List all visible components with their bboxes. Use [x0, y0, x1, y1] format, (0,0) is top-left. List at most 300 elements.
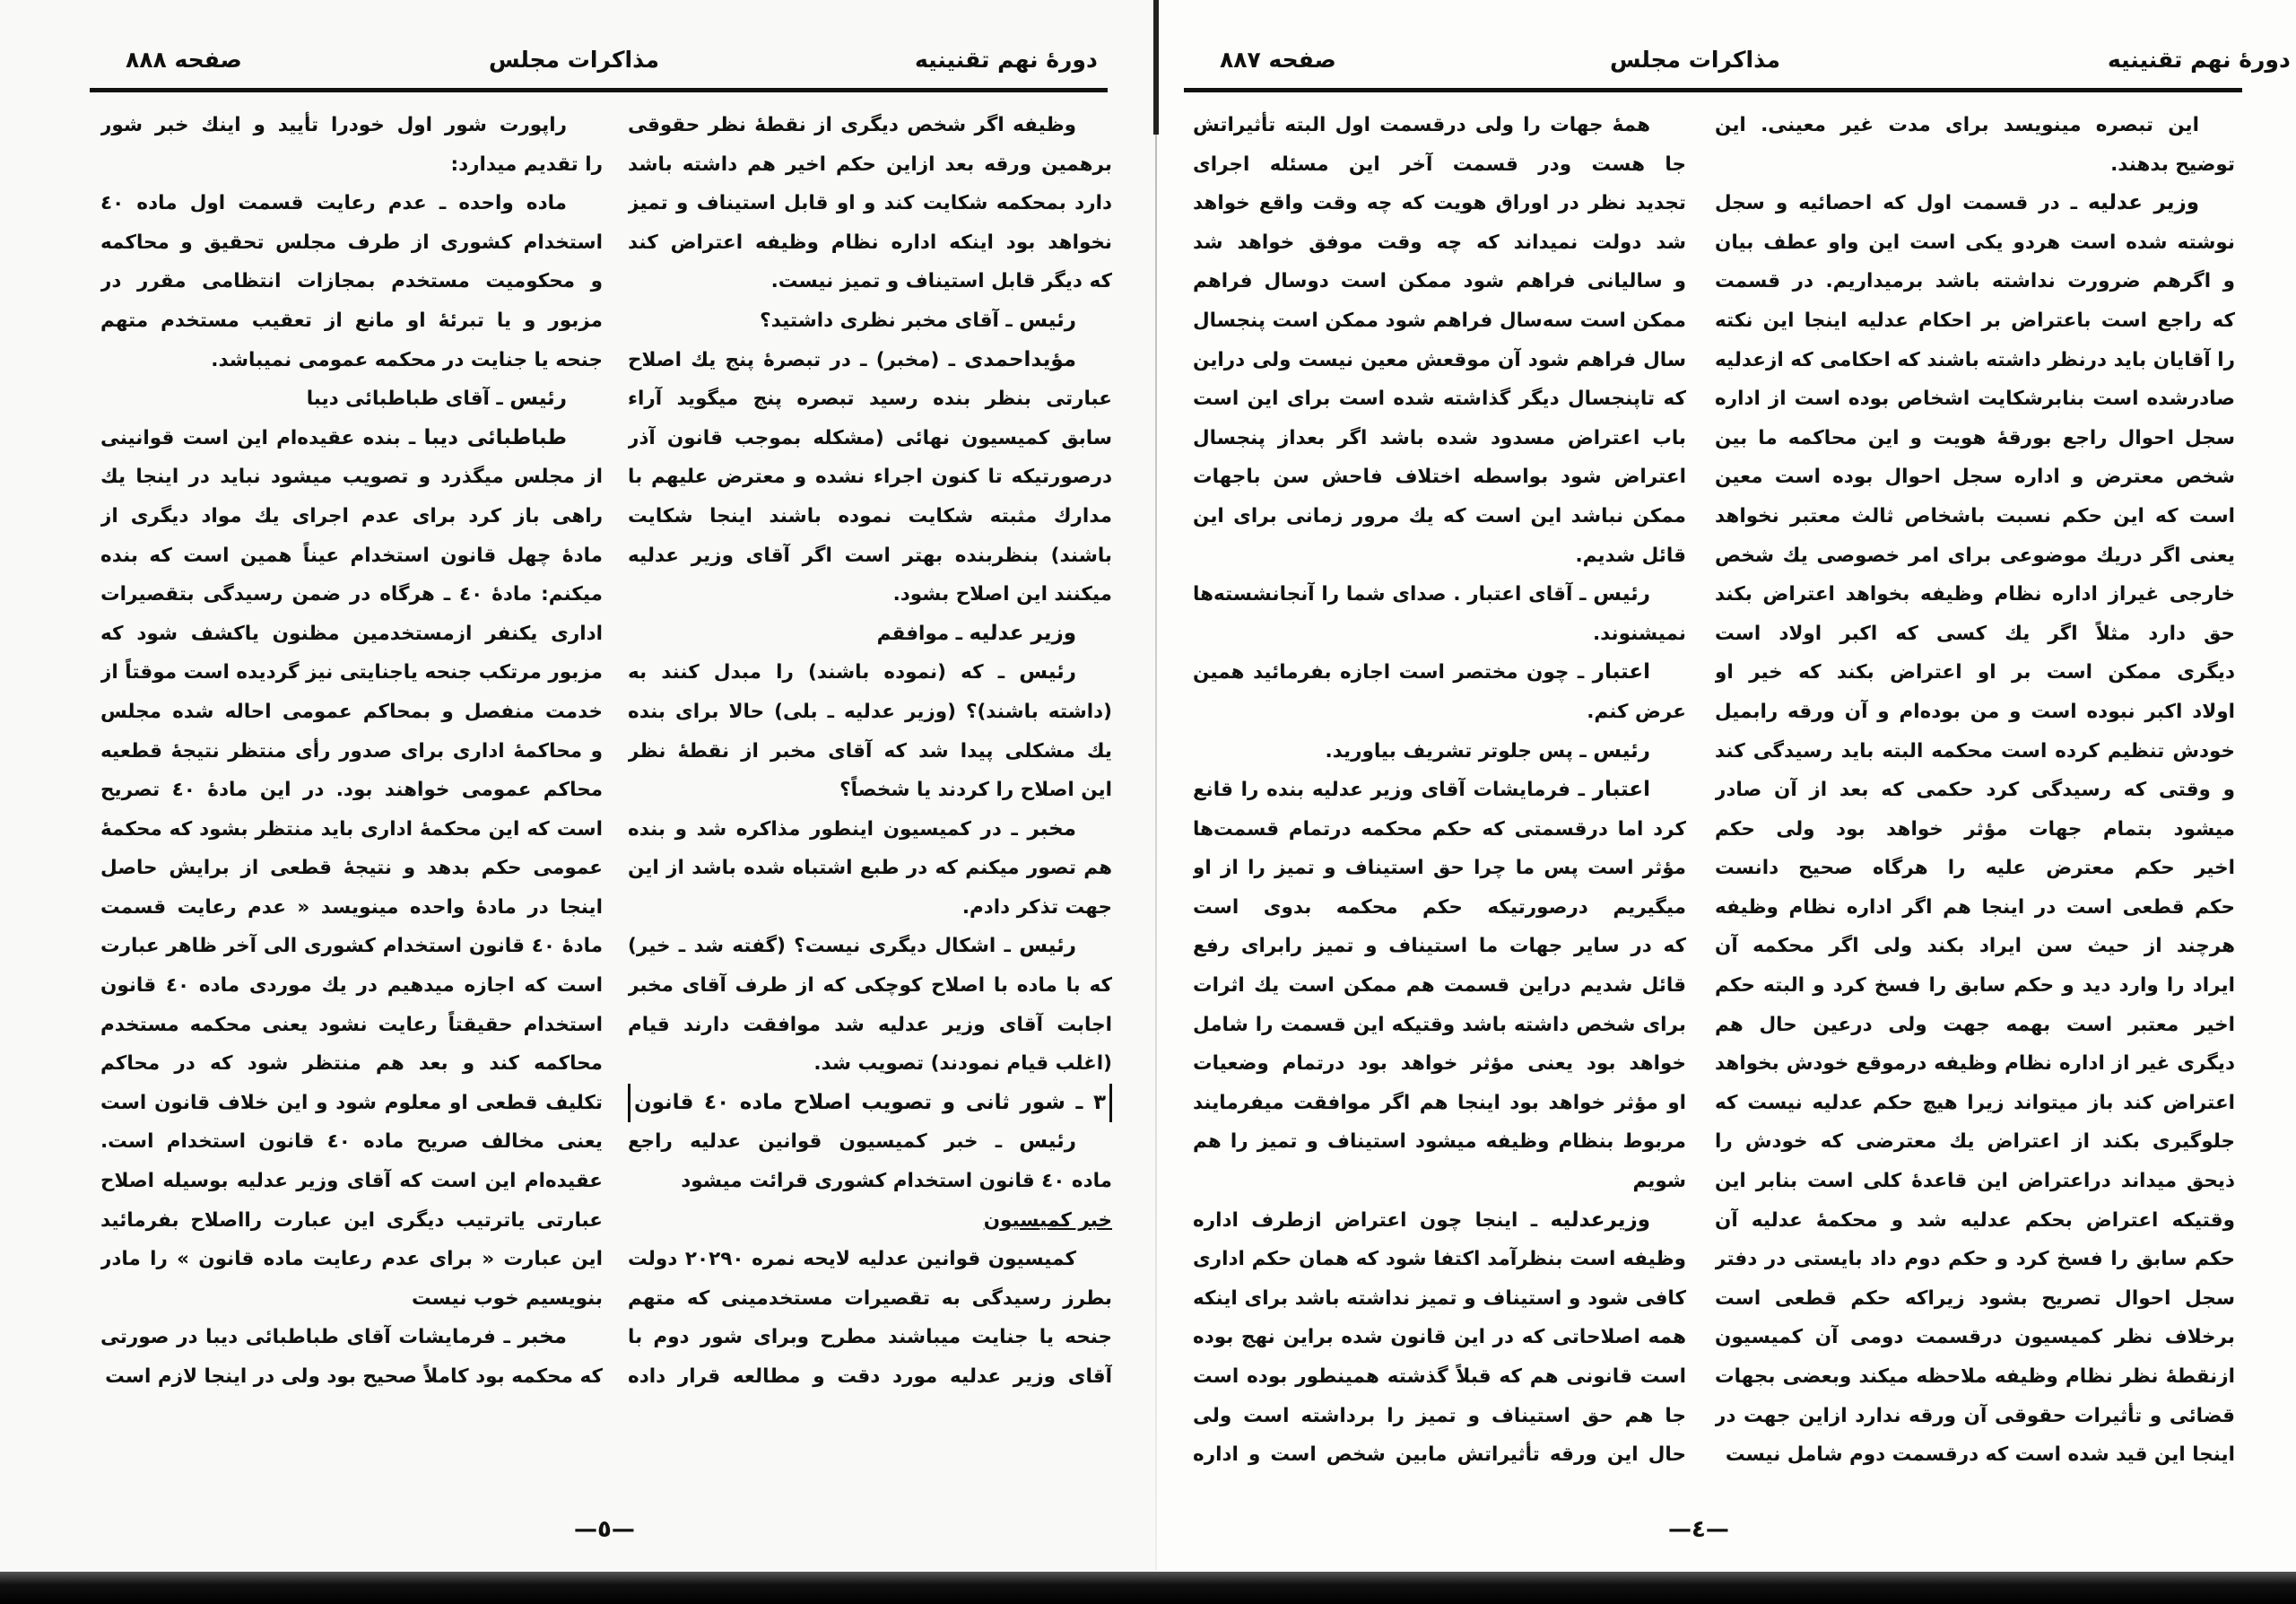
- speech-paragraph: [100, 1318, 603, 1396]
- speech-paragraph: [1193, 732, 1686, 771]
- header-rule: [90, 88, 1108, 92]
- text-line: [100, 341, 603, 380]
- line-text: ـ پس جلوتر تشریف بیاورید.: [1325, 739, 1594, 763]
- line-text: برای شخص داشته باشد وقتیکه این قسمت را شامل: [1193, 1013, 1686, 1036]
- line-text: حال این ورقه تأثیراتش مابین شخص است و اداره: [1193, 1443, 1686, 1467]
- line-text: حکم سابق را فسخ کرد و حکم دوم داد بایستی در دفتر: [1715, 1248, 2235, 1271]
- speaker-name: وزیر عدلیه: [2088, 191, 2199, 215]
- line-text: سجل احوال راجع بورقهٔ هویت و این محاکمه ما بین: [1715, 426, 2235, 449]
- text-line: [1193, 849, 1686, 888]
- line-text: مؤثر است پس ما چرا حق استیناف و تمیز را از او: [1193, 857, 1686, 880]
- line-text: استخدام حقیقتاً رعایت نشود یعنی محکمه مستخدم: [100, 1013, 603, 1036]
- line-text: این اصلاح را کردند یا شخصاً؟: [839, 779, 1112, 802]
- text-line: [1715, 262, 2235, 301]
- paragraph: [100, 106, 603, 184]
- text-line: [628, 301, 1112, 341]
- text-line: [1715, 966, 2235, 1006]
- text-line: [1193, 106, 1686, 145]
- line-text: اخیر معتبر است بهمه جهت ولی درعین حال هم: [1715, 1013, 2235, 1036]
- line-text: یك مشکلی پیدا شد که آقای مخبر از نقطهٔ نظر: [628, 739, 1112, 763]
- line-text: نخواهد بود اینکه اداره نظام وظیفه اعتراض کند: [628, 231, 1112, 254]
- line-text: مزبور مرتکب جنحه یاجنایتی نیز گردیده است موقتاً از: [100, 661, 603, 684]
- line-text: راپورت شور اول خودرا تأیید و اینك خبر شور: [100, 114, 567, 136]
- line-text: برخلاف نظر کمیسیون درقسمت دومی آن کمیسیون: [1715, 1326, 2235, 1349]
- line-text: صادرشده است بنابرشکایت اشخاص بوده است از اداره: [1715, 388, 2235, 411]
- line-text: ـ که (نموده باشند) را مبدل کنند به: [628, 661, 1020, 684]
- text-line: [628, 693, 1112, 732]
- text-line: [1715, 1162, 2235, 1201]
- line-text: است که اجازه میدهیم در یك موردی ماده ٤٠ قانون: [100, 974, 603, 998]
- text-line: [1193, 575, 1686, 615]
- line-text: میشود بتمام جهات مؤثر خواهد بود ولی حکم: [1715, 817, 2235, 841]
- text-line: [1715, 1435, 2235, 1475]
- text-line: [628, 927, 1112, 966]
- text-line: [628, 536, 1112, 576]
- text-line: [628, 1318, 1112, 1357]
- text-line: [628, 575, 1112, 615]
- speech-paragraph: [628, 1122, 1112, 1200]
- page-label: صفحه ۸۸۸: [126, 47, 242, 73]
- text-line: [1715, 1201, 2235, 1241]
- line-text: ـ چون مختصر است اجازه بفرمائید همین: [1193, 661, 1585, 684]
- line-text: راهی باز کرد برای عدم اجرای یك مواد دیگری از: [100, 504, 603, 527]
- text-line: [1193, 419, 1686, 458]
- line-text: اینجا این قید شده است که درقسمت دوم شامل نیست: [1725, 1443, 2235, 1467]
- paragraph: [628, 1201, 1112, 1241]
- speaker-name: رئیس: [1593, 582, 1650, 606]
- text-line: [1193, 1318, 1686, 1357]
- text-line: [100, 1162, 603, 1201]
- line-text: که تاپنجسال دیگر گذاشته شده است برای این است: [1193, 388, 1686, 411]
- line-text: باب اعتراض مسدود شده باشد اگر بعداز پنجسال: [1193, 426, 1686, 449]
- line-text: سابق کمیسیون نهائی (مشکله بموجب قانون آذر: [628, 426, 1112, 449]
- line-text: مادهٔ ٤٠ قانون استخدام کشوری الی آخر ظاهر عبارت: [100, 935, 603, 958]
- text-line: [628, 888, 1112, 928]
- text-line: [1193, 1006, 1686, 1045]
- text-line: [1193, 458, 1686, 497]
- line-text: تجدید نظر در اوراق هویت که چه وقت واقع خواهد: [1193, 192, 1686, 215]
- text-line: [1715, 927, 2235, 966]
- line-text: یعنی مخالف صریح ماده ٤٠ قانون استخدام است.: [100, 1130, 603, 1154]
- text-line: [100, 927, 603, 966]
- line-text: (داشته باشند)؟ (وزیر عدلیه ـ بلی) حالا برای بنده: [628, 700, 1112, 723]
- line-text: ماده ٤٠ قانون استخدام کشوری قرائت میشود: [681, 1170, 1112, 1193]
- line-text: ـ بنده عقیده‌ام این است قوانینی: [100, 426, 416, 449]
- line-text: خبر کمیسیون: [983, 1208, 1112, 1232]
- line-text: مربوط بنظام وظیفه میشود استیناف و تمیز را هم: [1193, 1130, 1686, 1154]
- page-887: [1157, 0, 2296, 1604]
- line-text: ٣ ـ شور ثانی و تصویب اصلاح ماده ٤٠ قانون: [634, 1090, 1106, 1114]
- line-text: و سالیانی فراهم شود ممکن است دوسال فراهم: [1193, 270, 1686, 293]
- line-text: دیگری غیر از اداره نظام وظیفه درموقع خودش بخواهد: [1715, 1052, 2235, 1076]
- text-line: [100, 1318, 603, 1357]
- text-line: [100, 732, 603, 771]
- line-text: خارجی غیراز اداره نظام وظیفه بخواهد اعتراض بکند: [1715, 583, 2235, 606]
- line-text: را آقایان باید درنظر داشته باشند که احکامی که ازعدلیه: [1715, 348, 2235, 371]
- text-line: [1193, 1201, 1686, 1241]
- text-line: [1715, 184, 2235, 223]
- text-line: [628, 1279, 1112, 1319]
- speaker-name: مؤیداحمدی: [964, 347, 1076, 371]
- line-text: ذیحق میداند دراعتراض این قاعدهٔ کلی است بنابر این: [1715, 1170, 2235, 1193]
- line-text: بنویسیم خوب نیست: [412, 1286, 603, 1310]
- text-line: [1715, 1397, 2235, 1436]
- line-text: کمیسیون قوانین عدلیه لایحه نمره ٢٠٢٩٠ دولت: [628, 1248, 1076, 1271]
- text-line: [1193, 145, 1686, 185]
- line-text: اجابت آقای وزیر عدلیه شد موافقت دارند قیام: [628, 1013, 1112, 1036]
- text-line: [1715, 1122, 2235, 1162]
- speech-paragraph: [1193, 1201, 1686, 1475]
- text-line: [1715, 458, 2235, 497]
- line-text: اینجا در مادهٔ واحده مینویسد « عدم رعایت قسمت: [100, 895, 603, 919]
- line-text: را تقدیم میدارد:: [450, 153, 603, 176]
- text-line: [1715, 223, 2235, 263]
- speech-paragraph: [100, 379, 603, 419]
- line-text: قائل شدیم دراین قسمت هم ممکن است یك اثرات: [1193, 974, 1686, 998]
- line-text: (اغلب قیام نمودند) تصویب شد.: [813, 1052, 1112, 1076]
- text-line: [1193, 341, 1686, 380]
- speech-paragraph: [628, 301, 1112, 341]
- page-number: —٤—: [1668, 1516, 1729, 1543]
- text-line: [628, 810, 1112, 850]
- speech-paragraph: [628, 341, 1112, 615]
- line-text: او مؤثر خواهد بود اینجا هم اگر موافقت میفرمایند: [1193, 1091, 1686, 1114]
- text-line: [1715, 615, 2235, 654]
- text-line: [1193, 810, 1686, 850]
- line-text: خودش تنظیم کرده است محکمه البته باید رسیدگی کند: [1715, 739, 2235, 763]
- text-line: [1715, 301, 2235, 341]
- line-text: میکنم: مادهٔ ٤٠ ـ هرگاه در ضمن رسیدگی بتقصیرات: [100, 583, 603, 606]
- line-text: اعتراض کند باز میتواند زیرا هیچ حکم عدلیه نیست که: [1715, 1091, 2235, 1114]
- text-line: [1193, 1279, 1686, 1319]
- text-line: [1193, 184, 1686, 223]
- text-line: [1193, 223, 1686, 263]
- text-line: [1193, 1122, 1686, 1162]
- text-line: [100, 301, 603, 341]
- running-title: مذاکرات مجلس: [489, 47, 660, 73]
- text-line: [100, 1084, 603, 1123]
- paragraph: [628, 1240, 1112, 1396]
- line-text: ماده واحده ـ عدم رعایت قسمت اول ماده ٤٠: [100, 192, 567, 215]
- text-column-left: [100, 106, 603, 1397]
- line-text: یعنی اگر دریك موضوعی برای امر خصوصی یك شخص: [1715, 544, 2235, 567]
- line-text: این عبارت « برای عدم رعایت ماده قانون » را مادر: [100, 1248, 603, 1271]
- text-line: [1715, 1357, 2235, 1397]
- text-line: [100, 458, 603, 497]
- line-text: ـ خبر کمیسیون قوانین عدلیه راجع: [628, 1130, 1003, 1154]
- line-text: درصورتیکه تا کنون اجراء نشده و معترض علیهم با: [628, 466, 1112, 489]
- text-line: [1193, 1397, 1686, 1436]
- text-line: [100, 849, 603, 888]
- line-text: که دیگر قابل استیناف و تمیز نیست.: [770, 270, 1112, 293]
- line-text: شخص معترض و اداره سجل احوال بوده است معین: [1715, 466, 2235, 489]
- line-text: نوشته شده است هردو یکی است این واو عطف بیان: [1715, 231, 2235, 254]
- text-line: [628, 615, 1112, 654]
- line-text: استخدام کشوری از طرف مجلس تحقیق و محاکمه: [100, 231, 603, 254]
- text-line: [628, 262, 1112, 301]
- line-text: نمیشنوند.: [1592, 622, 1686, 645]
- text-line: [100, 1201, 603, 1241]
- text-line: [100, 615, 603, 654]
- line-text: حق دارد مثلاً اگر یك کسی که اکبر اولاد است: [1715, 622, 2235, 645]
- line-text: ـ آقای طباطبائی دیبا: [306, 388, 510, 411]
- line-text: بطرز رسیدگی به تقصیرات مستخدمینی که متهم: [628, 1286, 1112, 1310]
- text-line: [1193, 927, 1686, 966]
- text-line: [100, 106, 603, 145]
- text-line: [100, 419, 603, 458]
- speech-paragraph: [100, 419, 603, 1319]
- speech-paragraph: [628, 615, 1112, 654]
- speaker-name: وزیر عدلیه: [969, 621, 1076, 645]
- text-column-left: [1193, 106, 1686, 1475]
- text-line: [100, 653, 603, 693]
- line-text: عبارتی یاترتیب دیگری این عبارت رااصلاح بفرمائید: [100, 1208, 603, 1232]
- text-line: [628, 732, 1112, 771]
- text-line: [1715, 732, 2235, 771]
- line-text: مدارك مثبته شکایت نموده باشند اینجا شکایت: [628, 504, 1112, 527]
- line-text: ـ اشکال دیگری نیست؟ (گفته شد ـ خیر): [628, 935, 1011, 958]
- line-text: باشند) بنظربنده بهتر است اگر آقای وزیر عدلیه: [628, 544, 1112, 567]
- text-line: [100, 1357, 603, 1397]
- session-label: دورهٔ نهم تقنینیه: [915, 47, 1098, 73]
- line-text: که با ماده با اصلاح کوچکی که از طرف آقای مخبر: [628, 974, 1112, 998]
- speech-paragraph: [1715, 184, 2235, 1475]
- line-text: حکم قطعی است در اینجا هم اگر اداره نظام وظیفه: [1715, 895, 2235, 919]
- text-line: [1193, 966, 1686, 1006]
- line-text: و اگرهم ضرورت نداشته باشد برمیداریم. در قسمت: [1715, 270, 2235, 293]
- text-line: [1715, 145, 2235, 185]
- line-text: است قانونی هم که قبلاً گذشته همینطور بوده است: [1193, 1365, 1686, 1388]
- text-line: [1715, 771, 2235, 810]
- line-text: هم تصور میکنم که در طبع اشتباه شده باشد از این: [628, 857, 1112, 880]
- line-text: ـ موافقم: [876, 622, 970, 645]
- line-text: است که این محکمهٔ اداری باید منتظر بشود که محکمهٔ: [100, 817, 603, 841]
- text-line: [1715, 653, 2235, 693]
- line-text: ـ فرمایشات آقای وزیر عدلیه بنده را قانع: [1193, 779, 1593, 802]
- line-text: ـ آقای اعتبار . صدای شما را آنجانشسته‌ها: [1193, 583, 1594, 606]
- text-line: [100, 1122, 603, 1162]
- speech-paragraph: [1193, 575, 1686, 653]
- text-line: [1715, 419, 2235, 458]
- text-line: [1193, 1084, 1686, 1123]
- line-text: و محکومیت مستخدم بمجازات انتظامی مقرر در: [100, 270, 603, 293]
- text-line: [628, 379, 1112, 419]
- text-line: [628, 1122, 1112, 1162]
- text-line: [1715, 106, 2235, 145]
- paragraph: [628, 106, 1112, 301]
- text-line: [100, 145, 603, 185]
- line-text: محاکمه کند و بعد هم منتظر شود که در محاکم: [100, 1052, 603, 1076]
- text-line: [628, 1162, 1112, 1201]
- text-line: [628, 849, 1112, 888]
- speaker-name: رئیس: [1019, 934, 1076, 958]
- speaker-name: طباطبائی دیبا: [423, 425, 567, 449]
- line-text: ـ در قسمت اول که احصائیه و سجل: [1715, 192, 2078, 215]
- line-text: که محکمه بود کاملاً صحیح بود ولی در اینجا لازم است: [105, 1365, 603, 1388]
- line-text: میگیریم درصورتیکه حکم محکمه بدوی است: [1193, 895, 1686, 919]
- speech-paragraph: [1193, 771, 1686, 1201]
- text-line: [1193, 536, 1686, 576]
- text-line: [1193, 653, 1686, 693]
- text-line: [1715, 575, 2235, 615]
- line-text: دارد بمحکمه شکایت کند و او قابل استیناف و تمیز: [628, 192, 1112, 215]
- speech-paragraph: [628, 653, 1112, 809]
- line-text: ـ در کمیسیون اینطور مذاکره شد و بنده: [628, 817, 1028, 841]
- line-text: وظیفه اگر شخص دیگری از نقطهٔ نظر حقوقی: [628, 114, 1076, 136]
- line-text: ـ فرمایشات آقای طباطبائی دیبا در صورتی: [100, 1326, 518, 1349]
- page-number: —٥—: [574, 1516, 635, 1543]
- line-text: اعتراض شود بواسطه اختلاف فاحش سن باجهات: [1193, 466, 1686, 489]
- text-line: [1715, 693, 2235, 732]
- text-line: [100, 497, 603, 536]
- text-line: [628, 1084, 1112, 1123]
- text-line: [1193, 1044, 1686, 1084]
- text-line: [1193, 379, 1686, 419]
- line-text: برهمین ورقه بعد ازاین حکم اخیر هم داشته باشد: [628, 153, 1112, 176]
- line-text: سجل احوال تصریح بشود زیراکه حکم قطعی است: [1715, 1286, 2235, 1310]
- text-column-right: [628, 106, 1112, 1397]
- text-line: [1193, 497, 1686, 536]
- line-text: همه اصلاحاتی که در این قانون شده براین نهج بوده: [1193, 1326, 1686, 1349]
- paragraph: [1715, 106, 2235, 184]
- section-heading: [628, 1084, 1112, 1123]
- text-line: [1715, 1084, 2235, 1123]
- line-text: همهٔ جهات را ولی درقسمت اول البته تأثیراتش: [1193, 114, 1650, 136]
- text-line: [628, 106, 1112, 145]
- line-text: وظیفه است بنظرآمد اکتفا شود که همان حکم اداری: [1193, 1248, 1686, 1271]
- text-line: [1715, 1006, 2235, 1045]
- line-text: شویم: [1632, 1170, 1686, 1193]
- line-text: از مجلس میگذرد و تصویب میشود نباید در اینجا یك: [100, 466, 603, 489]
- line-text: و وقتی که رسیدگی کرد حکمی که بعد از آن صادر: [1715, 779, 2235, 802]
- text-line: [100, 1240, 603, 1279]
- text-line: [628, 419, 1112, 458]
- line-text: توضیح بدهند.: [2110, 153, 2235, 176]
- text-line: [628, 1240, 1112, 1279]
- line-text: و محاکمهٔ اداری برای صدور رأی منتظر نتیجهٔ قطعیه: [100, 739, 603, 763]
- line-text: عمومی حکم بدهد و نتیجهٔ قطعی از برایش حاصل: [100, 857, 603, 880]
- text-line: [1193, 732, 1686, 771]
- text-line: [100, 966, 603, 1006]
- line-text: که در سایر جهات ما استیناف و تمیز رابرای رفع: [1193, 935, 1686, 958]
- text-line: [628, 223, 1112, 263]
- text-line: [1193, 1162, 1686, 1201]
- text-line: [1715, 1240, 2235, 1279]
- text-line: [628, 1044, 1112, 1084]
- line-text: ازنقطهٔ نظر نظام وظیفه ملاحظه میکند وبعضی بجهات: [1715, 1365, 2235, 1388]
- text-line: [1715, 888, 2235, 928]
- line-text: خواهد بود یعنی مؤثر خواهد بود درتمام وضعیات: [1193, 1052, 1686, 1076]
- line-text: عقیده‌ام این است که آقای وزیر عدلیه بوسیله اصلاح: [100, 1170, 603, 1193]
- line-text: وقتیکه اعتراض بحکم عدلیه شد و محکمهٔ عدلیه آن: [1715, 1208, 2235, 1232]
- text-column-right: [1715, 106, 2235, 1475]
- speaker-name: رئیس: [1019, 1129, 1076, 1154]
- text-line: [100, 810, 603, 850]
- text-line: [1193, 693, 1686, 732]
- text-line: [100, 1279, 603, 1319]
- paragraph: [1193, 106, 1686, 575]
- gutter-shadow: [1155, 135, 1157, 1570]
- speaker-name: اعتبار: [1592, 660, 1650, 684]
- speaker-name: رئیس: [1019, 308, 1076, 332]
- text-line: [628, 1357, 1112, 1397]
- line-text: ممکن نباشد این است که یك مرور زمانی برای این: [1193, 504, 1686, 527]
- text-line: [628, 458, 1112, 497]
- line-text: ایراد را وارد دید و حکم سابق را فسخ کرد و البته حکم: [1715, 974, 2235, 998]
- text-line: [100, 223, 603, 263]
- line-text: که راجع است باعتراض بر احکام عدلیه اینجا این نکته: [1715, 309, 2235, 332]
- line-text: دیگری ممکن است بر او اعتراض بکند که خیر او: [1715, 661, 2235, 684]
- text-line: [628, 653, 1112, 693]
- line-text: جهت تذکر دادم.: [961, 895, 1112, 919]
- line-text: کرد اما درقسمتی که حکم محکمه درتمام قسمت‌ها: [1193, 817, 1686, 841]
- text-line: [1193, 615, 1686, 654]
- text-line: [1715, 1279, 2235, 1319]
- line-text: اخیر حکم معترض علیه را هرگاه صحیح دانست: [1715, 857, 2235, 880]
- text-line: [1715, 810, 2235, 850]
- page-label: صفحه ۸۸۷: [1220, 47, 1336, 73]
- text-line: [1715, 1044, 2235, 1084]
- text-line: [628, 771, 1112, 810]
- text-line: [628, 497, 1112, 536]
- text-line: [628, 1006, 1112, 1045]
- line-text: مزبور و یا تبرئهٔ او مانع از تعقیب مستخدم متهم: [100, 309, 603, 332]
- speaker-name: اعتبار: [1592, 778, 1650, 802]
- speech-paragraph: [628, 927, 1112, 1083]
- running-title: مذاکرات مجلس: [1610, 47, 1781, 73]
- text-line: [1715, 849, 2235, 888]
- line-text: این تبصره مینویسد برای مدت غیر معینی. این: [1715, 114, 2199, 136]
- text-line: [1193, 1240, 1686, 1279]
- text-line: [1193, 771, 1686, 810]
- speech-paragraph: [628, 810, 1112, 928]
- text-line: [100, 379, 603, 419]
- line-text: جلوگیری بکند از اعتراض یك معترضی که خودش را: [1715, 1130, 2235, 1154]
- line-text: سال فراهم شود آن موقعش معین نیست ولی دراین: [1193, 348, 1686, 371]
- text-line: [1715, 341, 2235, 380]
- line-text: مادهٔ چهل قانون استخدام عیناً همین است که بنده: [100, 544, 603, 567]
- book-spine: [1153, 0, 1159, 135]
- line-text: خدمت منفصل و بمحاکم عمومی احاله شده مجلس: [100, 700, 603, 723]
- text-line: [1193, 1357, 1686, 1397]
- text-line: [1193, 301, 1686, 341]
- speaker-name: رئیس: [1019, 660, 1076, 684]
- text-line: [1715, 536, 2235, 576]
- text-line: [1193, 888, 1686, 928]
- paragraph: [100, 184, 603, 379]
- text-line: [628, 966, 1112, 1006]
- speaker-name: وزیرعدلیه: [1550, 1207, 1650, 1232]
- text-line: [628, 341, 1112, 380]
- text-line: [100, 1044, 603, 1084]
- text-line: [628, 145, 1112, 185]
- speaker-name: رئیس: [509, 387, 567, 411]
- line-text: محاکم عمومی خواهند بود. در این مادهٔ ٤٠ تصریح: [100, 779, 603, 802]
- line-text: میکنند این اصلاح بشود.: [892, 583, 1112, 606]
- line-text: جا هم حق استیناف و تمیز را برداشته است ولی: [1193, 1404, 1686, 1427]
- text-line: [100, 184, 603, 223]
- line-text: اولاد اکبر نبوده است و من بوده‌ام و آن ورقه رابمیل: [1715, 700, 2235, 723]
- line-text: ـ آقای مخبر نظری داشتید؟: [760, 309, 1020, 332]
- speaker-name: مخبر: [517, 1325, 567, 1349]
- line-text: قضائی و تأثیرات حقوقی آن ورقه ندارد ازاین جهت در: [1715, 1404, 2235, 1427]
- line-text: هرچند از حیث سن ایراد بکند ولی اگر محکمه آن: [1715, 935, 2235, 958]
- text-line: [100, 262, 603, 301]
- line-text: کافی شود و استیناف و تمیز نداشته باشد برای اینکه: [1193, 1286, 1686, 1310]
- line-text: ـ اینجا چون اعتراض ازطرف اداره: [1193, 1208, 1538, 1232]
- line-text: جنحه یا جنایت در محکمه عمومی نمیباشد.: [211, 348, 603, 371]
- text-line: [1715, 379, 2235, 419]
